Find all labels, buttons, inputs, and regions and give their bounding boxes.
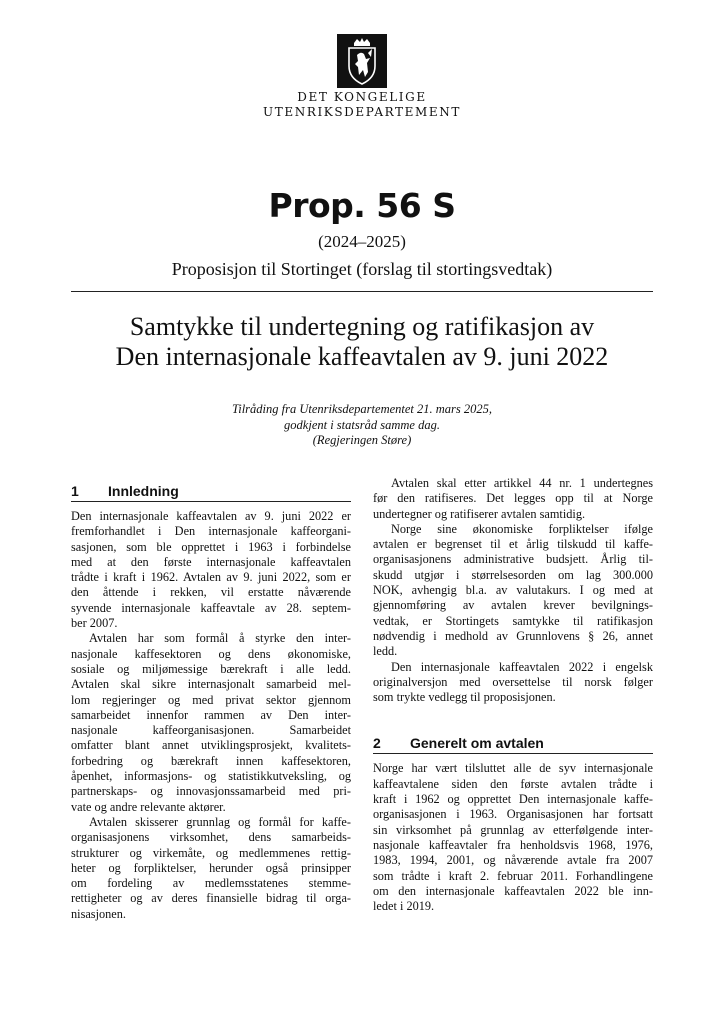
- text-line: rettigheter og av deres finansielle bidrag til orga-: [71, 891, 351, 906]
- text-line: 1983, 1994, 2001, og nåværende avtale fra 2007: [373, 853, 653, 868]
- section-heading: [71, 482, 351, 502]
- text-line: nasjonale kaffeavtaler fra henholdsvis 1968, 1976,: [373, 837, 653, 852]
- text-line: vedtak, er Stortingets samtykke til ratifikasjon: [373, 613, 653, 628]
- text-line: om fordeling av medlemsstatenes stemme-: [71, 876, 351, 891]
- text-line: Den internasjonale kaffeavtalen av 9. juni 2022 er: [71, 509, 351, 523]
- section-heading: [373, 734, 653, 754]
- approval-note-line: Tilråding fra Utenriksdepartementet 21. mars 2025,: [231, 402, 493, 416]
- text-line: sin virksomhet på grunnlag av etterfølgende inter-: [373, 822, 653, 837]
- document-title-line: Den internasjonale kaffeavtalen av 9. juni 2022: [115, 342, 609, 371]
- proposition-years: (2024–2025): [318, 232, 406, 251]
- coat-of-arms-icon: [337, 34, 387, 88]
- text-line: vate og andre relevante aktører.: [71, 799, 226, 814]
- section-number: 1: [71, 483, 79, 499]
- org-name-line1: DET KONGELIGE: [297, 90, 427, 104]
- text-line: Den internasjonale kaffeavtalen 2022 i engelsk: [391, 659, 653, 674]
- text-line: strukturer og virkemåte, og medlemmenes rettig-: [71, 845, 351, 860]
- text-line: kraft i 1962 og opprettet Den internasjonale kaffe-: [373, 792, 653, 807]
- text-line: den åttende i rekken, vil erstatte nåværende: [71, 585, 351, 600]
- right-column: [373, 476, 653, 914]
- text-line: før den ratifiseres. Det legges opp til at Norge: [373, 491, 653, 506]
- section-body: [71, 509, 351, 922]
- proposition-subtitle: Proposisjon til Stortinget (forslag til stortingsvedtak): [171, 259, 553, 279]
- text-line: ber 2007.: [71, 616, 118, 631]
- text-line: sosiale og miljømessige bærekraft i alle ledd.: [71, 661, 351, 676]
- left-column: [71, 482, 351, 922]
- text-line: syvende internasjonale kaffeavtale av 28. septem-: [71, 600, 351, 615]
- text-line: Avtalen skisserer grunnlag og formål for kaffe-: [89, 814, 351, 829]
- text-line: omfatter blant annet utviklingsprosjekt, kvalitets-: [71, 738, 351, 753]
- section-title: Generelt om avtalen: [410, 735, 544, 752]
- approval-note-line: godkjent i statsråd samme dag.: [284, 417, 440, 432]
- text-line: som trykte vedlegg til proposisjonen.: [373, 690, 556, 705]
- approval-note: [0, 402, 724, 449]
- text-line: gjennomføring av avtalen krever bevilgnings-: [373, 598, 653, 613]
- text-line: nisasjonen.: [71, 906, 126, 921]
- text-line: heter og forpliktelser, herunder også prinsipper: [71, 860, 351, 875]
- text-line: fremforhandlet i Den internasjonale kaffeorgani-: [71, 524, 351, 539]
- org-name-line2: UTENRIKSDEPARTEMENT: [263, 105, 461, 119]
- proposition-title: Prop. 56 S: [268, 186, 456, 225]
- text-line: ledd.: [373, 644, 398, 659]
- text-line: åpenhet, informasjons- og statistikkutveksling, og: [71, 769, 351, 784]
- approval-note-line: (Regjeringen Støre): [312, 433, 412, 447]
- text-line: NOK, avhengig bl.a. av valutakurs. I og med at: [373, 583, 653, 598]
- text-line: om den internasjonale kaffeavtalen 2022 ble inn-: [373, 883, 653, 898]
- text-line: skudd utgjør i størrelsesorden om lag 300.000: [373, 567, 653, 582]
- text-line: avtalen er begrenset til et årlig tilskudd til kaffe-: [373, 537, 653, 552]
- text-line: organisasjonen i 1963. Organisasjonen har fortsatt: [373, 807, 653, 822]
- text-line: lom regjeringer og med privat sektor gjennom: [71, 692, 351, 707]
- section-body: [373, 476, 653, 705]
- text-line: samarbeidet innenfor rammen av Den inter-: [71, 707, 351, 722]
- section-body: [373, 761, 653, 914]
- text-line: organisasjonens virksomhet, dens samarbeids-: [71, 830, 351, 845]
- text-line: ledet i 2019.: [373, 899, 435, 914]
- text-line: organisasjonens administrative budsjett. Årlig til-: [373, 552, 653, 567]
- text-line: nasjonale kaffeorganisasjonen. Samarbeidet: [71, 723, 351, 738]
- section-number: 2: [373, 735, 381, 752]
- document-title: [0, 312, 724, 372]
- document-title-line: Samtykke til undertegning og ratifikasjon av: [129, 312, 595, 341]
- text-line: nasjonale kaffesektoren og dens økonomiske,: [71, 646, 351, 661]
- text-line: forbedring og bærekraft innen kaffesektoren,: [71, 753, 351, 768]
- text-line: Avtalen har som formål å styrke den inter-: [89, 631, 351, 646]
- text-line: partnerskaps- og innovasjonssamarbeid med pri-: [71, 784, 351, 799]
- text-line: med at den første internasjonale kaffeavtalen: [71, 554, 351, 569]
- text-line: Avtalen skal etter artikkel 44 nr. 1 undertegnes: [391, 476, 653, 490]
- text-line: undertegner og ratifiserer avtalen samtidig.: [373, 506, 586, 521]
- text-line: som trådte i kraft 2. februar 2011. Forhandlingene: [373, 868, 653, 883]
- section-title: Innledning: [108, 483, 179, 499]
- text-line: nødvendig i medhold av Grunnlovens § 26, annet: [373, 628, 653, 643]
- text-line: Avtalen skal sikre internasjonalt samarbeid mel-: [71, 677, 351, 692]
- text-line: trådte i kraft i 1962. Avtalen av 9. juni 2022, som er: [71, 570, 351, 585]
- text-line: kaffeavtalene siden den første avtalen trådte i: [373, 776, 653, 791]
- title-divider: [71, 291, 653, 292]
- text-line: Norge har vært tilsluttet alle de syv internasjonale: [373, 761, 653, 776]
- text-line: Norge sine økonomiske forpliktelser ifølge: [391, 521, 653, 536]
- text-line: originalversjon med oversettelse til norsk følger: [373, 674, 653, 689]
- text-line: sasjonen, som ble opprettet i 1963 i forbindelse: [71, 539, 351, 554]
